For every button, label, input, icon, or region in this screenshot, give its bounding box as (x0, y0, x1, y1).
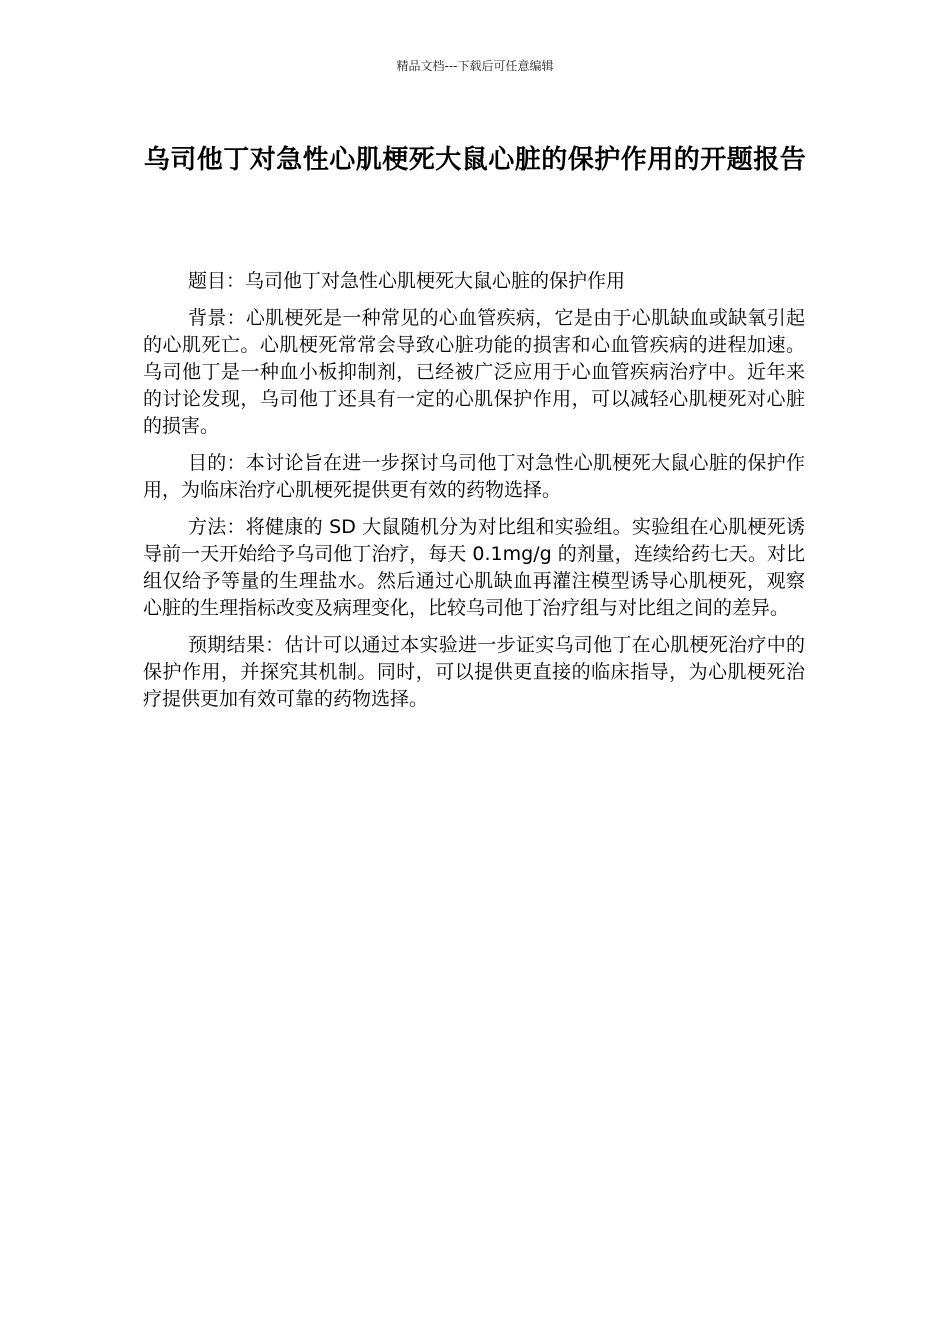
paragraph-purpose: 目的：本讨论旨在进一步探讨乌司他丁对急性心肌梗死大鼠心脏的保护作用，为临床治疗心肌梗死提供更有效的药物选择。 (143, 452, 805, 501)
paragraph-expected-results: 预期结果：估计可以通过本实验进一步证实乌司他丁在心肌梗死治疗中的保护作用，并探究其机制。同时，可以提供更直接的临床指导，为心肌梗死治疗提供更加有效可靠的药物选择。 (143, 634, 805, 710)
header-note: 精品文档---下载后可任意编辑 (396, 59, 554, 73)
paragraph-background: 背景：心肌梗死是一种常见的心血管疾病，它是由于心肌缺血或缺氧引起的心肌死亡。心肌梗死常常会导致心脏功能的损害和心血管疾病的进程加速。乌司他丁是一种血小板抑制剂，已经被广泛应用于心血管疾病治疗中。近年来的讨论发现，乌司他丁还具有一定的心肌保护作用，可以减轻心肌梗死对心脏的损害。 (143, 307, 805, 437)
paragraph-method: 方法：将健康的 SD 大鼠随机分为对比组和实验组。实验组在心肌梗死诱导前一天开始给予乌司他丁治疗，每天 0.1mg/g 的剂量，连续给药七天。对比组仅给予等量的生理盐水。然后通过心肌缺血再灌注模型诱导心肌梗死，观察心脏的生理指标改变及病理变化，比较乌司他丁治疗组与对比组之间的差异。 (143, 516, 805, 619)
document-title: 乌司他丁对急性心肌梗死大鼠心脏的保护作用的开题报告 (143, 145, 807, 175)
document-body (143, 268, 805, 723)
paragraph-topic: 题目：乌司他丁对急性心肌梗死大鼠心脏的保护作用 (188, 270, 626, 292)
